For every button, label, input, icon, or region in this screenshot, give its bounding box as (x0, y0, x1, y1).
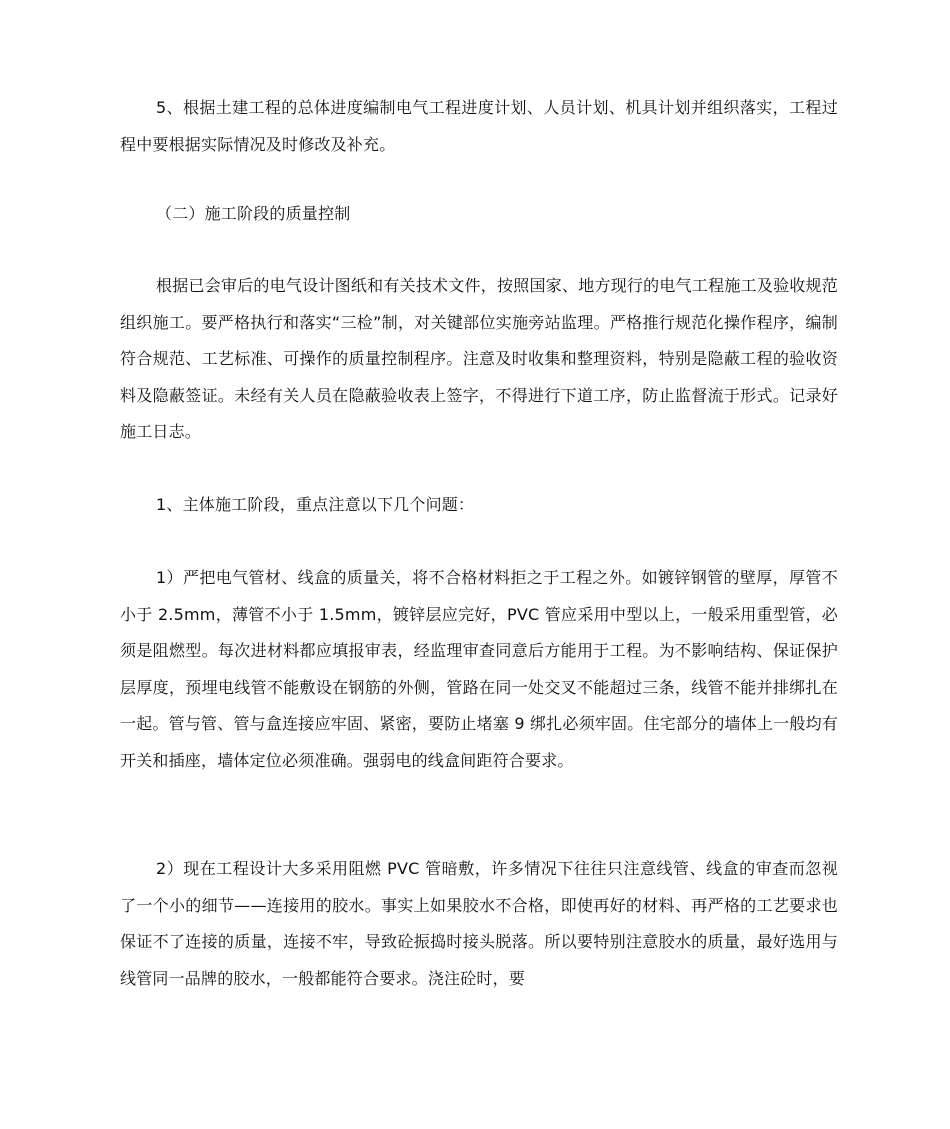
paragraph-quality-control: 根据已会审后的电气设计图纸和有关技术文件，按照国家、地方现行的电气工程施工及验收规范组织施工。要严格执行和落实“三检”制，对关键部位实施旁站监理。严格推行规范化操作程序，编制符合规范、工艺标准、可操作的质量控制程序。注意及时收集和整理资料，特别是隐蔽工程的验收资料及隐蔽签证。未经有关人员在隐蔽验收表上签字，不得进行下道工序，防止监督流于形式。记录好施工日志。 (120, 276, 838, 441)
paragraph-item-1-pipe-quality: 1）严把电气管材、线盒的质量关，将不合格材料拒之于工程之外。如镀锌钢管的壁厚，厚管不小于 2.5mm，薄管不小于 1.5mm，镀锌层应完好，PVC 管应采用中型以上，一般采用重型管，必须是阻燃型。每次进材料都应填报审表，经监理审查同意后方能用于工程。为不影响结构、保证保护层厚度，预埋电线管不能敷设在钢筋的外侧，管路在同一处交叉不能超过三条，线管不能并排绑扎在一起。管与管、管与盒连接应牢固、紧密，要防止堵塞 9 绑扎必须牢固。住宅部分的墙体上一般均有开关和插座，墙体定位必须准确。强弱电的线盒间距符合要求。 (120, 568, 838, 770)
paragraph-schedule-plan: 5、根据土建工程的总体进度编制电气工程进度计划、人员计划、机具计划并组织落实，工程过程中要根据实际情况及时修改及补充。 (120, 98, 838, 154)
paragraph-item-2-pvc-glue: 2）现在工程设计大多采用阻燃 PVC 管暗敷，许多情况下往往只注意线管、线盒的审查而忽视了一个小的细节——连接用的胶水。事实上如果胶水不合格，即使再好的材料、再严格的工艺要求也保证不了连接的质量，连接不牢，导致砼振捣时接头脱落。所以要特别注意胶水的质量，最好选用与线管同一品牌的胶水，一般都能符合要求。浇注砼时，要 (120, 859, 838, 988)
paragraph-main-construction-heading: 1、主体施工阶段，重点注意以下几个问题： (156, 495, 475, 514)
section-heading-construction-quality: （二）施工阶段的质量控制 (156, 204, 351, 223)
